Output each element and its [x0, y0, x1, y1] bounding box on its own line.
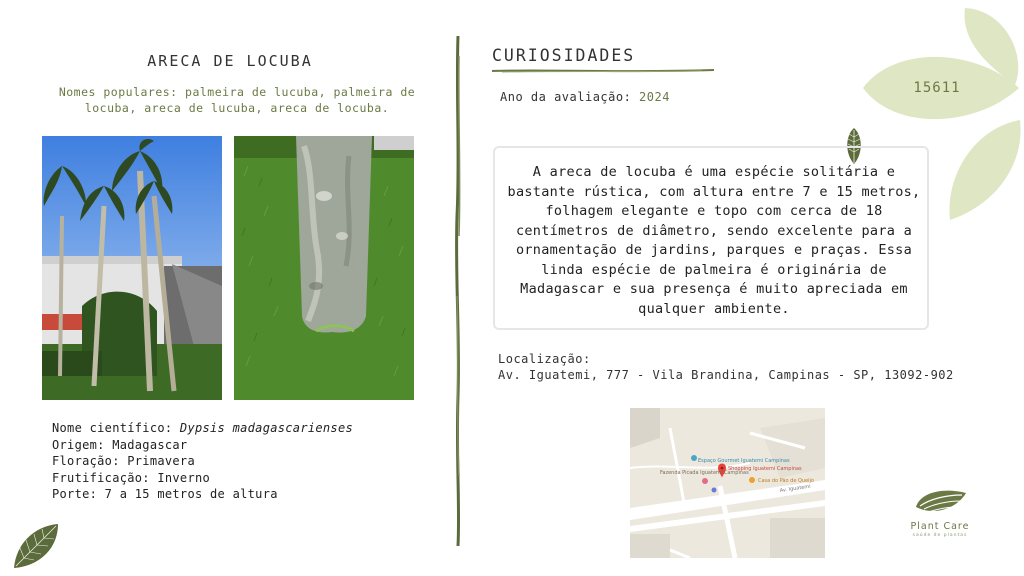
size-row: Porte: 7 a 15 metros de altura [52, 487, 278, 501]
fruiting-row: Frutificação: Inverno [52, 470, 211, 485]
plant-care-logo-icon [914, 487, 968, 519]
curiosities-heading: CURIOSIDADES [492, 46, 636, 65]
plant-facts [52, 420, 353, 503]
palm-trees-photo [42, 136, 222, 400]
logo-name: Plant Care [910, 521, 970, 532]
map-label-place-1: Fazenda Picada Iguatemi Campinas [660, 470, 749, 476]
scientific-name-row [52, 420, 353, 437]
popular-names: Nomes populares: palmeira de lucuba, palmeira de locuba, areca de lucuba, areca de locuba. [58, 85, 416, 115]
scientific-name-label: Nome científico: [52, 421, 180, 435]
map-label-place-3: Espaço Gourmet Iguatemi Campinas [698, 458, 790, 464]
flowering-row: Floração: Primavera [52, 454, 195, 468]
location-map[interactable] [630, 408, 825, 558]
scientific-name-value: Dypsis madagascarienses [179, 421, 353, 435]
heading-underline [492, 66, 714, 76]
description-text: A areca de locuba é uma espécie solitária e bastante rústica, com altura entre 7 e 15 metros, folhagem elegante e topo com cerca de 18 centímetros de diâmetro, sendo excelente para a ornamentação de jardins, parques e praças. Essa linda espécie de palmeira é originária de Madagascar e sua presença é muito apreciada em qualquer ambiente. [507, 164, 921, 317]
location-label: Localização: [498, 352, 591, 366]
palm-trunk-photo [234, 136, 414, 400]
record-code: 15611 [913, 80, 961, 96]
leaf-icon [10, 522, 62, 570]
evaluation-year-value: 2024 [639, 90, 670, 104]
logo-tagline: saúde de plantas [912, 533, 968, 538]
plant-title: ARECA DE LOCUBA [147, 52, 313, 70]
location-address: Av. Iguatemi, 777 - Vila Brandina, Campinas - SP, 13092-902 [498, 368, 954, 382]
origin-row: Origem: Madagascar [52, 437, 188, 452]
vertical-divider [450, 36, 466, 546]
evaluation-year [500, 90, 670, 104]
map-label-place-2: Shopping Iguatemi Campinas [728, 466, 802, 472]
map-road-label: Av. Iguatemi [779, 483, 812, 494]
map-label-place-4: Casa do Pão de Queijo [758, 478, 814, 484]
evaluation-year-label: Ano da avaliação: [500, 90, 640, 104]
